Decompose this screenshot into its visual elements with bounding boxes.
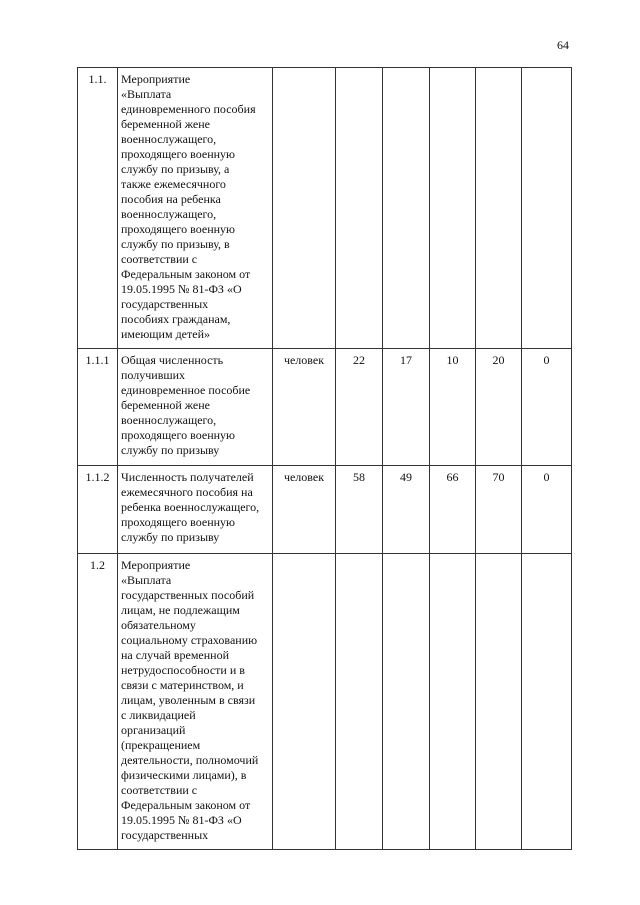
description-line: пособия на ребенка bbox=[121, 192, 221, 206]
row-value-5: 0 bbox=[522, 466, 572, 554]
description-line: государственных пособий bbox=[121, 588, 255, 602]
description-line: 19.05.1995 № 81-ФЗ «О bbox=[121, 813, 242, 827]
row-description bbox=[118, 349, 273, 466]
description-line: физическими лицами), в bbox=[121, 768, 247, 782]
row-value-4 bbox=[476, 554, 522, 850]
description-line: беременной жене bbox=[121, 117, 210, 131]
row-value-3: 66 bbox=[430, 466, 476, 554]
row-value-2: 49 bbox=[383, 466, 430, 554]
description-line: Численность получателей bbox=[121, 470, 254, 484]
description-line: пособиях гражданам, bbox=[121, 312, 231, 326]
row-value-2 bbox=[383, 68, 430, 349]
description-line: связи с материнством, и bbox=[121, 678, 244, 692]
description-line: проходящего военную bbox=[121, 515, 235, 529]
description-line: имеющим детей» bbox=[121, 327, 210, 341]
row-value-3 bbox=[430, 554, 476, 850]
description-line: социальному страхованию bbox=[121, 633, 258, 647]
row-description bbox=[118, 68, 273, 349]
row-value-5 bbox=[522, 68, 572, 349]
description-line: государственных bbox=[121, 828, 209, 842]
row-unit: человек bbox=[273, 349, 336, 466]
row-value-2 bbox=[383, 554, 430, 850]
description-line: ежемесячного пособия на bbox=[121, 485, 253, 499]
row-number: 1.1.1 bbox=[78, 349, 118, 466]
table-row bbox=[78, 349, 572, 466]
row-value-1: 22 bbox=[336, 349, 383, 466]
row-unit bbox=[273, 554, 336, 850]
description-line: беременной жене bbox=[121, 398, 210, 412]
description-line: получивших bbox=[121, 368, 186, 382]
table-body bbox=[78, 68, 572, 850]
row-value-4: 70 bbox=[476, 466, 522, 554]
description-line: Общая численность bbox=[121, 353, 224, 367]
description-line: «Выплата bbox=[121, 87, 172, 101]
description-line: нетрудоспособности и в bbox=[121, 663, 245, 677]
description-line: соответствии с bbox=[121, 783, 198, 797]
description-line: на случай временной bbox=[121, 648, 230, 662]
description-line: службу по призыву, а bbox=[121, 162, 230, 176]
row-value-3: 10 bbox=[430, 349, 476, 466]
description-line: государственных bbox=[121, 297, 209, 311]
description-line: также ежемесячного bbox=[121, 177, 226, 191]
row-value-1: 58 bbox=[336, 466, 383, 554]
description-line: Мероприятие bbox=[121, 558, 191, 572]
row-value-5: 0 bbox=[522, 349, 572, 466]
description-line: проходящего военную bbox=[121, 147, 235, 161]
description-line: обязательному bbox=[121, 618, 196, 632]
row-value-3 bbox=[430, 68, 476, 349]
description-line: «Выплата bbox=[121, 573, 172, 587]
table-row bbox=[78, 68, 572, 349]
description-line: организаций bbox=[121, 723, 186, 737]
row-number: 1.2 bbox=[78, 554, 118, 850]
description-line: соответствии с bbox=[121, 252, 198, 266]
row-description bbox=[118, 466, 273, 554]
description-line: ребенка военнослужащего, bbox=[121, 500, 260, 514]
description-line: военнослужащего, bbox=[121, 207, 217, 221]
description-line: службу по призыву bbox=[121, 530, 220, 544]
description-line: Федеральным законом от bbox=[121, 798, 251, 812]
description-line: лицам, уволенным в связи bbox=[121, 693, 256, 707]
description-line: службу по призыву, в bbox=[121, 237, 230, 251]
description-line: военнослужащего, bbox=[121, 413, 217, 427]
row-value-1 bbox=[336, 68, 383, 349]
row-number: 1.1.2 bbox=[78, 466, 118, 554]
table-row bbox=[78, 554, 572, 850]
description-line: единовременного пособия bbox=[121, 102, 256, 116]
description-line: лицам, не подлежащим bbox=[121, 603, 240, 617]
description-line: службу по призыву bbox=[121, 443, 220, 457]
indicators-table bbox=[77, 67, 572, 850]
description-line: с ликвидацией bbox=[121, 708, 196, 722]
row-number: 1.1. bbox=[78, 68, 118, 349]
row-value-4 bbox=[476, 68, 522, 349]
description-line: единовременное пособие bbox=[121, 383, 251, 397]
description-line: (прекращением bbox=[121, 738, 201, 752]
row-unit bbox=[273, 68, 336, 349]
row-value-5 bbox=[522, 554, 572, 850]
description-line: проходящего военную bbox=[121, 222, 235, 236]
table-row bbox=[78, 466, 572, 554]
row-value-4: 20 bbox=[476, 349, 522, 466]
description-line: деятельности, полномочий bbox=[121, 753, 259, 767]
row-value-1 bbox=[336, 554, 383, 850]
description-line: проходящего военную bbox=[121, 428, 235, 442]
description-line: военнослужащего, bbox=[121, 132, 217, 146]
row-unit: человек bbox=[273, 466, 336, 554]
row-description bbox=[118, 554, 273, 850]
description-line: Мероприятие bbox=[121, 72, 191, 86]
row-value-2: 17 bbox=[383, 349, 430, 466]
page-number: 64 bbox=[557, 38, 569, 52]
description-line: Федеральным законом от bbox=[121, 267, 251, 281]
description-line: 19.05.1995 № 81-ФЗ «О bbox=[121, 282, 242, 296]
